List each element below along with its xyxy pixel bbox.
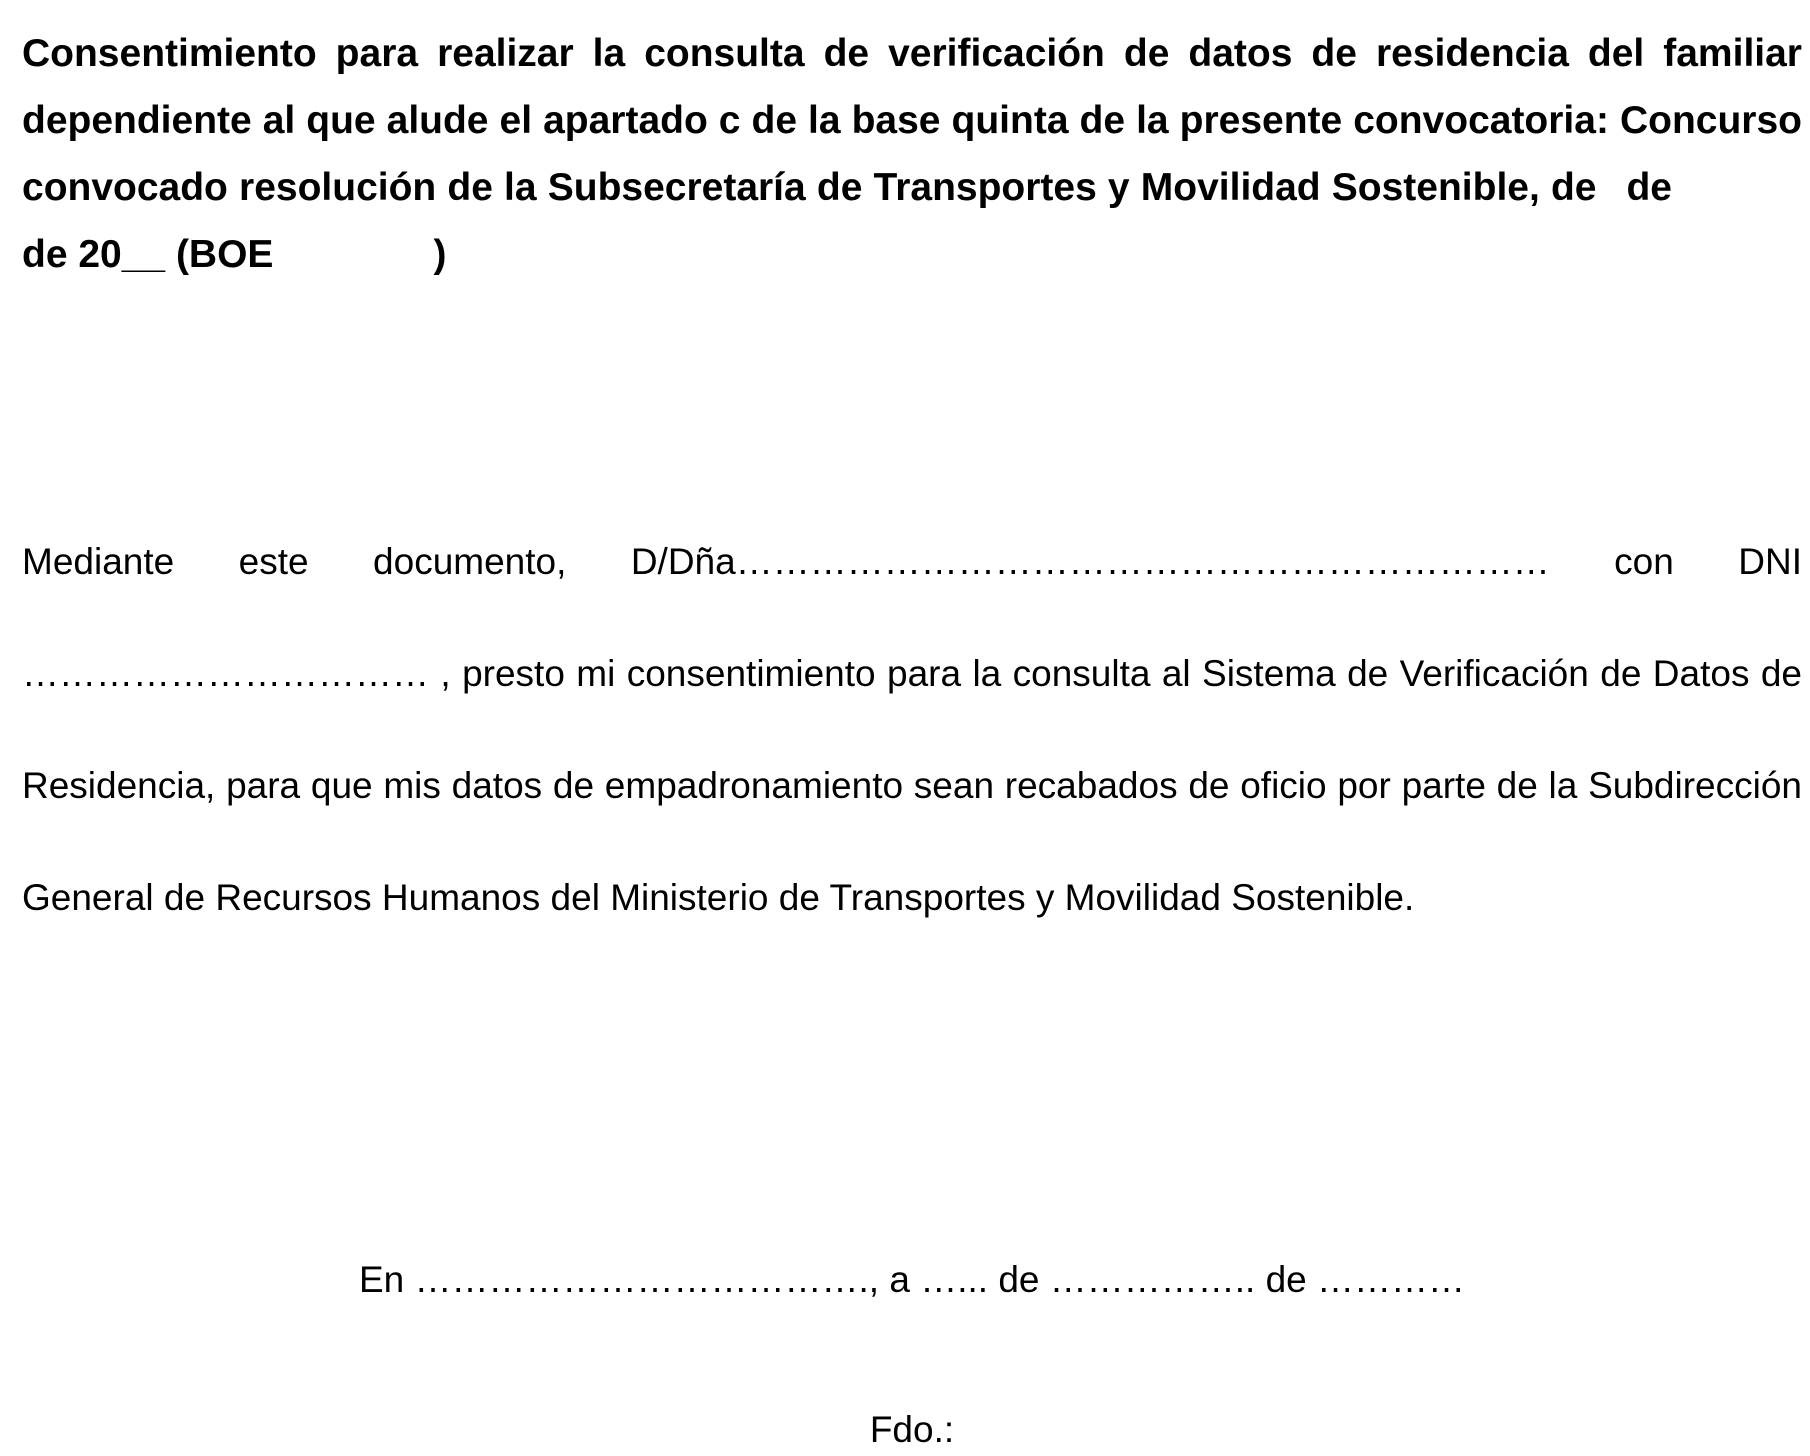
consent-paragraph: Mediante este documento, D/Dña………………………………………………………… con DNI …………………………… , presto mi consentimiento para la consulta al Sistema de Verificación de Datos de Residencia, para que mis datos de empadronamiento sean recabados de oficio por parte de la Subdirección General de Recursos Humanos del Ministerio de Transportes y Movilidad Sostenible.	[22, 541, 1802, 918]
title-main-text: Consentimiento para realizar la consulta de verificación de datos de residencia del familiar dependiente al que alude el apartado c de la base quinta de la presente convocatoria: Concurso convocado resolución de la Subsecretaría de Transportes y Movilidad Sostenible, de	[22, 32, 1802, 209]
title-de-text: de	[1626, 166, 1672, 209]
document-page	[22, 20, 1802, 1450]
title-close-paren: )	[433, 233, 447, 276]
title-year-boe-text: de 20__ (BOE	[22, 233, 274, 276]
place-date-line: En ………………………………., a …... de …………….. de …………	[358, 1259, 1466, 1300]
signature-label: Fdo.:	[869, 1409, 955, 1450]
document-title	[22, 20, 1802, 288]
